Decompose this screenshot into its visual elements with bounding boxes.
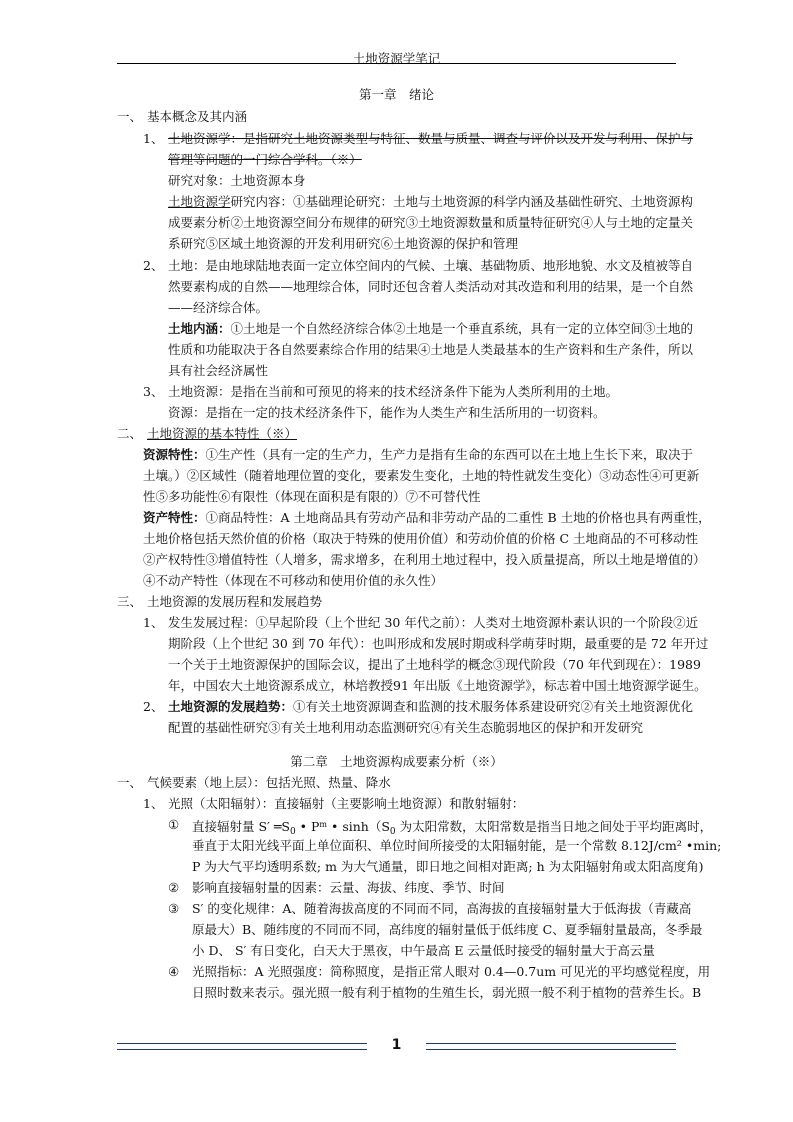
ch2-section-1-title: 气候要素（地上层）：包括光照、热量、降水 (147, 775, 391, 790)
definition-land-line-3: ——经济综合体。 (168, 300, 269, 315)
item-1-number: 1、 (143, 131, 164, 146)
formula-part-a: 直接辐射量 S′ ═S (192, 819, 290, 834)
resource-traits-text: ①生产性（具有一定的生产力，生产力是指有生命的东西可以在土地上生长下来，取决于 (205, 447, 694, 462)
footer-rule-right-thin (426, 1049, 676, 1050)
asset-traits-line-2: 土地价格包括天然价值的价格（取决于特殊的使用价值）和劳动价值的价格 C 土地商品的不可移动性 (143, 531, 699, 546)
section-3-title: 土地资源的发展历程和发展趋势 (147, 594, 323, 609)
footer-rule-left-thin (117, 1049, 367, 1050)
page-number: 1 (391, 1037, 402, 1053)
section-3-number: 三、 (117, 594, 143, 609)
development-trend-text: ①有关土地资源调查和监测的技术服务体系建设研究②有关土地资源优化 (293, 699, 694, 714)
circle-3-number: ③ (168, 901, 180, 916)
page-header-title: 土地资源学笔记 (352, 51, 441, 66)
asset-traits-lead: 资产特性： (143, 510, 206, 525)
definition-resources: 资源：是指在一定的技术经济条件下，能作为人类生产和生活所用的一切资料。 (168, 405, 606, 420)
definition-land-line-2: 然要素构成的自然——地理综合体，同时还包含着人类活动对其改造和利用的结果，是一个自然 (168, 279, 694, 294)
research-content-line-3: 系研究⑤区域土地资源的开发利用研究⑥土地资源的保护和管理 (168, 236, 519, 251)
resource-traits (143, 447, 693, 463)
ch2-section-1-number: 一、 (117, 775, 143, 790)
definition-land-resources: 土地资源：是指在当前和可预见的将来的技术经济条件下能为人类所利用的土地。 (168, 384, 619, 399)
research-content-line-2: 成要素分析②土地资源空间分布规律的研究③土地资源数量和质量特征研究④人与土地的定量关 (168, 215, 694, 230)
ch2-item-1-text: 光照（太阳辐射）：直接辐射（主要影响土地资源）和散射辐射： (168, 796, 525, 811)
ch2-item-1-number: 1、 (143, 796, 164, 811)
light-indicators: 光照指标：A 光照强度：简称照度，是指正常人眼对 0.4—0.7um 可见光的平均感觉程度，用 (192, 964, 711, 979)
section-2-title: 土地资源的基本特性（※） (147, 426, 298, 441)
development-trend-line-2: 配置的基础性研究③有关土地利用动态监测研究④有关生态脆弱地区的保护和开发研究 (168, 720, 644, 735)
development-process: 发生发展过程：①早起阶段（上个世纪 30 年代之前）：人类对土地资源朴素认识的一个阶段②近 (168, 615, 699, 630)
chapter-1-title: 第一章 绪论 (358, 87, 434, 102)
radiation-factors: 影响直接辐射量的因素：云量、海拔、纬度、季节、时间 (192, 880, 505, 895)
section-1-title: 基本概念及其内涵 (147, 109, 248, 124)
resource-traits-line-3: 性⑤多功能性⑥有限性（体现在面积是有限的）⑦不可替代性 (143, 489, 481, 504)
item-2-number: 2、 (143, 258, 164, 273)
formula-sub-0: 0 (289, 827, 296, 837)
item-3-number: 3、 (143, 384, 164, 399)
page-header-rule (117, 63, 676, 64)
formula-sub-1: 0 (389, 827, 396, 837)
radiation-pattern-line-3: 小 D、 S′ 有日变化，白天大于黑夜，中午最高 E 云量低时接受的辐射量大于高云量 (192, 943, 655, 958)
resource-traits-lead: 资源特性： (143, 447, 206, 462)
asset-traits (143, 510, 711, 526)
land-connotation (168, 321, 693, 337)
development-process-line-2: 期阶段（上个世纪 30 到 70 年代）：也叫形成和发展时期或科学萌芽时期，最重要的是 72 年开过 (168, 636, 709, 651)
direct-radiation-line-3: P 为大气平均透明系数; m 为大气通量，即日地之间相对距离; h 为太阳辐射角或太阳高度角) (192, 859, 704, 874)
chapter-2-title: 第二章 土地资源构成要素分析（※） (290, 754, 503, 769)
formula-part-c: • sinh（S (327, 819, 390, 834)
asset-traits-text: ①商品特性：A 土地商品具有劳动产品和非劳动产品的二重性 B 土地的价格也具有两重性， (205, 510, 711, 525)
section-1-number: 一、 (117, 109, 143, 124)
footer-rule-left (117, 1043, 367, 1044)
research-content (168, 194, 693, 210)
asset-traits-line-3: ②产权特性③增值特性（人增多，需求增多，在利用土地过程中，投入质量提高，所以土地是增值的） (143, 552, 706, 567)
definition-land: 土地：是由地球陆地表面一定立体空间内的气候、土壤、基础物质、地形地貌、水文及植被等自 (168, 258, 694, 273)
formula-sup-m: m (319, 820, 327, 829)
definition-land-resource-science-cont: 管理等问题的一门综合学科。（※） (168, 152, 362, 167)
land-connotation-line-3: 具有社会经济属性 (168, 363, 269, 378)
s3-item-2-number: 2、 (143, 699, 164, 714)
resource-traits-line-2: 土壤。）②区域性（随着地理位置的变化，要素发生变化，土地的特性就发生变化）③动态性④可更新 (143, 468, 700, 483)
circle-4-number: ④ (168, 964, 180, 979)
asset-traits-line-4: ④不动产特性（体现在不可移动和使用价值的永久性） (143, 573, 444, 588)
circle-2-number: ② (168, 880, 180, 895)
formula-part-b: • P (295, 819, 320, 834)
land-connotation-line-2: 性质和功能取决于各自然要素综合作用的结果④土地是人类最基本的生产资料和生产条件，所以 (168, 342, 694, 357)
development-trend (168, 699, 693, 715)
definition-land-resource-science: 土地资源学：是指研究土地资源类型与特征、数量与质量、调查与评价以及开发与利用、保护与 (168, 131, 694, 146)
development-trend-lead: 土地资源的发展趋势： (168, 699, 294, 714)
formula-part-d: 为太阳常数，太阳常数是指当日地之间处于平均距离时， (395, 819, 713, 834)
footer-rule-right (426, 1043, 676, 1044)
section-2-number: 二、 (117, 426, 143, 441)
radiation-pattern-line-2: 原最大）B、随纬度的不同而不同，高纬度的辐射量低于低纬度 C、夏季辐射量最高，冬季最 (192, 922, 703, 937)
research-content-text: 研究内容：①基础理论研究：土地与土地资源的科学内涵及基础性研究、土地资源构 (230, 194, 694, 209)
direct-radiation-formula (192, 817, 712, 840)
light-indicators-line-2: 日照时数来表示。强光照一般有利于植物的生殖生长，弱光照一般不利于植物的营养生长。B (192, 985, 702, 1000)
circle-1-number: ① (168, 817, 180, 832)
land-connotation-text: ①土地是一个自然经济综合体②土地是一个垂直系统，具有一定的立体空间③土地的 (230, 321, 694, 336)
s3-item-1-number: 1、 (143, 615, 164, 630)
research-object: 研究对象：土地资源本身 (168, 173, 306, 188)
direct-radiation-line-2: 垂直于太阳光线平面上单位面积、单位时间所接受的太阳辐射能，是一个常数 8.12J/cm² •min; (192, 838, 722, 853)
development-process-line-3: 一个关于土地资源保护的国际会议，提出了土地科学的概念③现代阶段（70 年代到现在）：1989 (168, 657, 701, 672)
land-connotation-lead: 土地内涵： (168, 321, 231, 336)
research-content-lead: 土地资源学 (168, 194, 231, 209)
development-process-line-4: 年，中国农大土地资源系成立，林培教授91 年出版《土地资源学》，标志着中国土地资源学诞生。 (168, 678, 707, 693)
radiation-pattern: S′ 的变化规律：A、随着海拔高度的不同而不同，高海拔的直接辐射量大于低海拔（青藏高 (192, 901, 692, 916)
